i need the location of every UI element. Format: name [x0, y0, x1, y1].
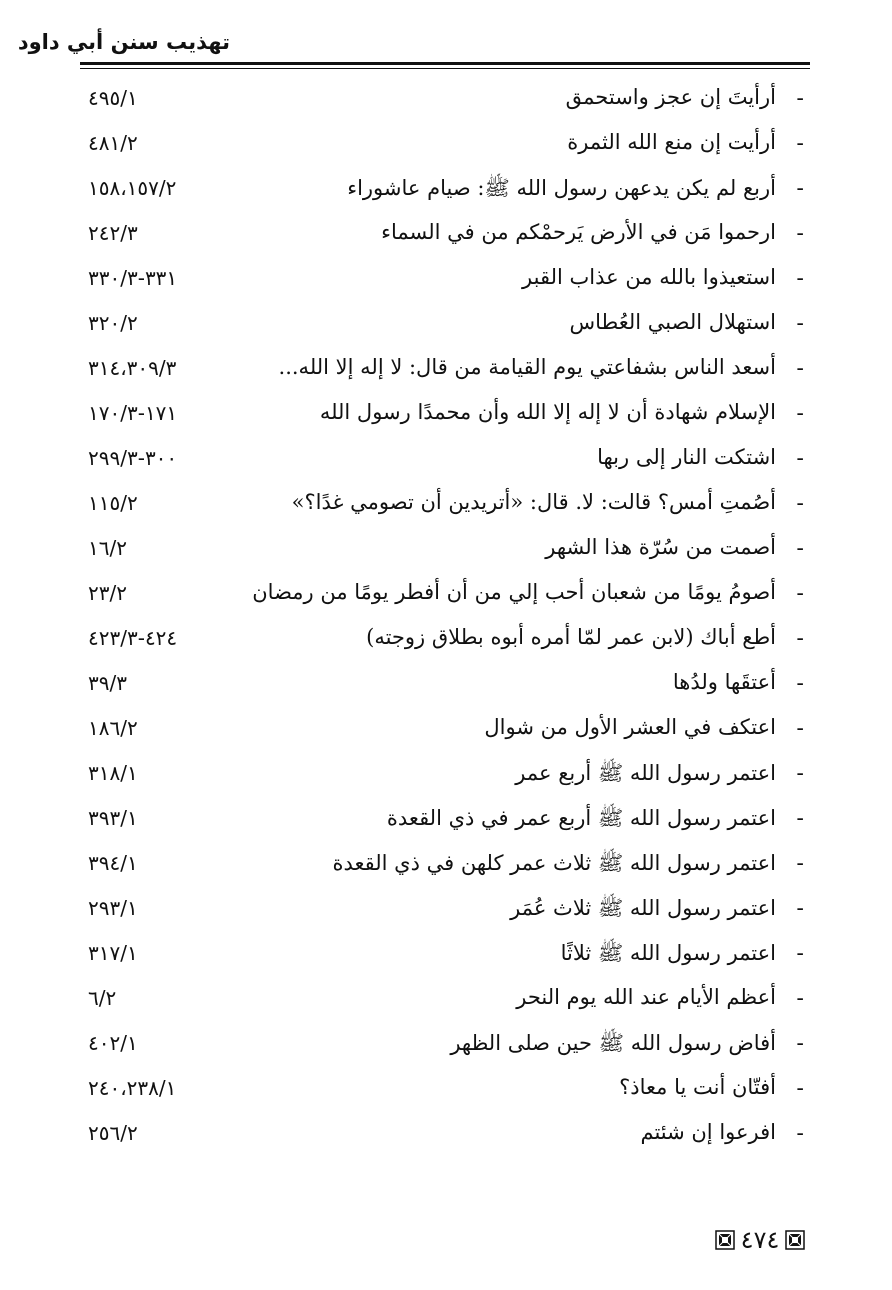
entry-reference: ٢٣/٢ — [88, 581, 127, 605]
running-header-title: تهذيب سنن أبي داود — [17, 30, 230, 54]
list-item — [80, 170, 810, 214]
entry-text: اعتمر رسول الله ﷺ ثلاث عُمَر — [510, 896, 776, 920]
entry-text: ارحموا مَن في الأرض يَرحمْكم من في السماء — [381, 220, 776, 244]
list-item — [80, 395, 810, 439]
entry-reference: ٣٣١-٣٣٠/٣ — [88, 266, 178, 290]
entry-reference: ٤٨١/٢ — [88, 131, 138, 155]
entry-dash: - — [796, 356, 804, 380]
entry-text: أعظم الأيام عند الله يوم النحر — [516, 985, 776, 1009]
entry-dash: - — [796, 1121, 804, 1145]
entry-dash: - — [796, 311, 804, 335]
list-item — [80, 710, 810, 754]
list-item — [80, 1025, 810, 1069]
list-item — [80, 845, 810, 889]
list-item — [80, 440, 810, 484]
list-item — [80, 1115, 810, 1159]
entry-text: اشتكت النار إلى ربها — [597, 445, 776, 469]
list-item — [80, 125, 810, 169]
entry-reference: ٢٥٦/٢ — [88, 1121, 138, 1145]
list-item — [80, 260, 810, 304]
entry-reference: ٣٢٠/٢ — [88, 311, 138, 335]
entry-dash: - — [796, 176, 804, 200]
header-rule-thin — [80, 68, 810, 69]
page-footer — [705, 1222, 815, 1258]
entry-dash: - — [796, 266, 804, 290]
ornamental-square-icon-svg — [715, 1230, 735, 1250]
header-rule-thick — [80, 62, 810, 65]
list-item — [80, 890, 810, 934]
entry-dash: - — [796, 1076, 804, 1100]
list-item — [80, 800, 810, 844]
entry-dash: - — [796, 851, 804, 875]
entry-text: اعتمر رسول الله ﷺ ثلاثًا — [560, 941, 776, 965]
entry-text: استعيذوا بالله من عذاب القبر — [522, 265, 776, 289]
entry-reference: ١٥٨،١٥٧/٢ — [88, 176, 177, 200]
ornamental-square-icon-svg — [785, 1230, 805, 1250]
entry-reference: ٢٩٣/١ — [88, 896, 138, 920]
page-number: ٤٧٤ — [740, 1226, 780, 1254]
entry-text: الإسلام شهادة أن لا إله إلا الله وأن محمدًا رسول الله — [319, 400, 776, 424]
entry-dash: - — [796, 86, 804, 110]
entry-text: افرعوا إن شئتم — [640, 1120, 776, 1144]
list-item — [80, 665, 810, 709]
entry-reference: ١٧١-١٧٠/٣ — [88, 401, 178, 425]
entry-reference: ٣٩٣/١ — [88, 806, 138, 830]
list-item — [80, 350, 810, 394]
entry-reference: ٣٠٠-٢٩٩/٣ — [88, 446, 178, 470]
list-item — [80, 530, 810, 574]
ornamental-square-icon — [785, 1230, 805, 1250]
entry-text: اعتمر رسول الله ﷺ أربع عمر في ذي القعدة — [386, 806, 776, 830]
entry-text: اعتمر رسول الله ﷺ ثلاث عمر كلهن في ذي القعدة — [332, 851, 776, 875]
entry-dash: - — [796, 806, 804, 830]
list-item — [80, 305, 810, 349]
entry-dash: - — [796, 986, 804, 1010]
entry-text: أصمت من سُرّة هذا الشهر — [545, 535, 776, 559]
entry-dash: - — [796, 761, 804, 785]
ornamental-square-icon — [715, 1230, 735, 1250]
entry-dash: - — [796, 626, 804, 650]
entry-dash: - — [796, 401, 804, 425]
entry-text: أفتّان أنت يا معاذ؟ — [619, 1075, 776, 1099]
entry-reference: ٤٩٥/١ — [88, 86, 138, 110]
entry-reference: ٤٢٤-٤٢٣/٣ — [88, 626, 178, 650]
entry-dash: - — [796, 131, 804, 155]
entry-reference: ١١٥/٢ — [88, 491, 138, 515]
entry-text: اعتكف في العشر الأول من شوال — [484, 715, 776, 739]
list-item — [80, 980, 810, 1024]
list-item — [80, 1070, 810, 1114]
entry-dash: - — [796, 536, 804, 560]
list-item — [80, 80, 810, 124]
entry-reference: ١٨٦/٢ — [88, 716, 138, 740]
entry-dash: - — [796, 1031, 804, 1055]
entry-reference: ٢٤٢/٣ — [88, 221, 138, 245]
entry-reference: ٦/٢ — [88, 986, 117, 1010]
list-item — [80, 755, 810, 799]
entry-reference: ٣٩/٣ — [88, 671, 127, 695]
entry-dash: - — [796, 896, 804, 920]
list-item — [80, 620, 810, 664]
entry-dash: - — [796, 671, 804, 695]
entry-reference: ٢٤٠،٢٣٨/١ — [88, 1076, 177, 1100]
entry-text: استهلال الصبي العُطاس — [569, 310, 776, 334]
entry-text: أصُمتِ أمس؟ قالت: لا. قال: «أتريدين أن تصومي غدًا؟» — [291, 490, 776, 514]
entry-text: أعتقَها ولدُها — [672, 670, 776, 694]
entry-reference: ٤٠٢/١ — [88, 1031, 138, 1055]
entry-dash: - — [796, 581, 804, 605]
entry-reference: ١٦/٢ — [88, 536, 127, 560]
list-item — [80, 935, 810, 979]
entry-reference: ٣٩٤/١ — [88, 851, 138, 875]
entry-dash: - — [796, 941, 804, 965]
entry-text: أطع أباك (لابن عمر لمّا أمره أبوه بطلاق زوجته) — [366, 625, 776, 649]
entry-text: أفاض رسول الله ﷺ حين صلى الظهر — [450, 1031, 776, 1055]
entry-reference: ٣١٨/١ — [88, 761, 138, 785]
entry-dash: - — [796, 491, 804, 515]
entry-reference: ٣١٧/١ — [88, 941, 138, 965]
entry-dash: - — [796, 716, 804, 740]
list-item — [80, 485, 810, 529]
entry-text: أربع لم يكن يدعهن رسول الله ﷺ: صيام عاشوراء — [347, 176, 776, 200]
entry-text: أرأيت إن منع الله الثمرة — [567, 130, 776, 154]
entry-dash: - — [796, 221, 804, 245]
entry-reference: ٣١٤،٣٠٩/٣ — [88, 356, 177, 380]
entry-dash: - — [796, 446, 804, 470]
entry-text: أسعد الناس بشفاعتي يوم القيامة من قال: لا إله إلا الله... — [278, 355, 776, 379]
list-item — [80, 215, 810, 259]
entry-text: اعتمر رسول الله ﷺ أربع عمر — [515, 761, 776, 785]
entry-text: أصومُ يومًا من شعبان أحب إلي من أن أفطر يومًا من رمضان — [252, 580, 776, 604]
entry-text: أرأيتَ إن عجز واستحمق — [565, 85, 776, 109]
list-item — [80, 575, 810, 619]
